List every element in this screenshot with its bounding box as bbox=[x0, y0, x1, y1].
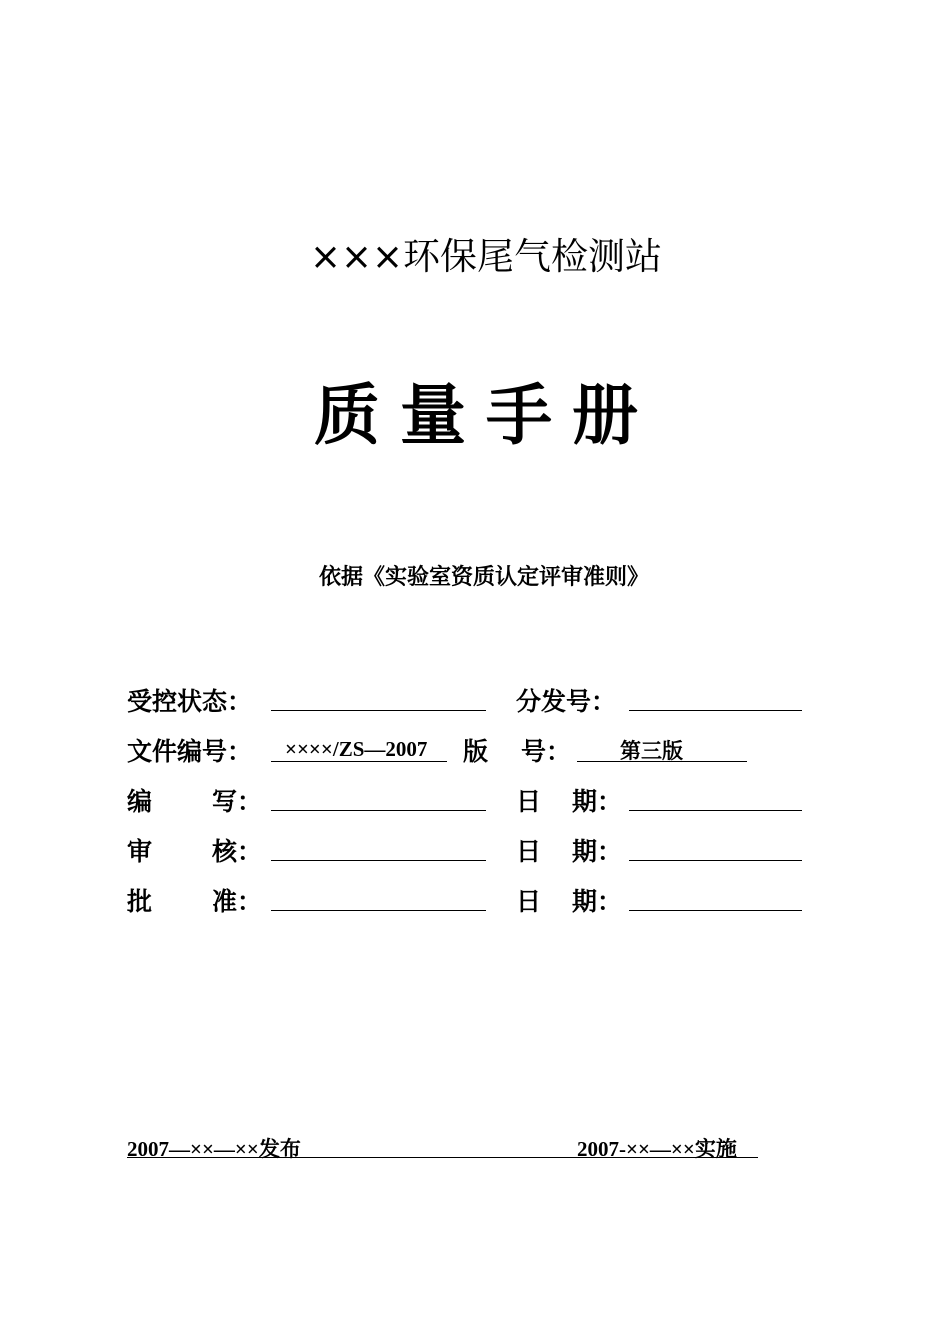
footer-rule bbox=[127, 1157, 758, 1158]
effective-date bbox=[577, 1133, 737, 1163]
publish-date bbox=[127, 1133, 301, 1163]
approver-label-a: 批 bbox=[127, 887, 153, 916]
author-date-field[interactable] bbox=[629, 810, 802, 811]
approver-label-b: 准： bbox=[212, 887, 263, 916]
version-value: 第三版 bbox=[620, 739, 683, 763]
version-label-a: 版 bbox=[463, 737, 489, 766]
publish-date-value: 2007—××—×× bbox=[127, 1137, 259, 1161]
control-status-field[interactable] bbox=[271, 710, 486, 711]
effective-date-value: 2007-××—×× bbox=[577, 1137, 695, 1161]
approver-date-field[interactable] bbox=[629, 910, 802, 911]
organization-title: ×××环保尾气检测站 bbox=[309, 235, 662, 278]
date-label-a: 日 bbox=[516, 787, 542, 816]
document-number-field[interactable] bbox=[271, 761, 447, 762]
author-label-b: 写： bbox=[212, 787, 263, 816]
distribution-number-field[interactable] bbox=[629, 710, 802, 711]
date-label-b: 期： bbox=[572, 887, 623, 916]
effective-label: 实施 bbox=[694, 1137, 737, 1161]
date-label-a: 日 bbox=[516, 887, 542, 916]
reviewer-label-a: 审 bbox=[127, 837, 153, 866]
reviewer-field[interactable] bbox=[271, 860, 486, 861]
version-label-b: 号： bbox=[521, 737, 572, 766]
author-field[interactable] bbox=[271, 810, 486, 811]
reviewer-date-field[interactable] bbox=[629, 860, 802, 861]
control-status-label: 受控状态： bbox=[127, 687, 253, 716]
reviewer-label-b: 核： bbox=[212, 837, 263, 866]
version-field[interactable] bbox=[577, 761, 747, 762]
date-label-b: 期： bbox=[572, 787, 623, 816]
author-label-a: 编 bbox=[127, 787, 153, 816]
approver-field[interactable] bbox=[271, 910, 486, 911]
date-label-b: 期： bbox=[572, 837, 623, 866]
document-title: 质量手册 bbox=[314, 377, 658, 454]
document-number-value: ××××/ZS—2007 bbox=[285, 737, 428, 761]
document-number-label: 文件编号： bbox=[127, 737, 253, 766]
publish-label: 发布 bbox=[258, 1137, 301, 1161]
date-label-a: 日 bbox=[516, 837, 542, 866]
basis-statement: 依据《实验室资质认定评审准则》 bbox=[318, 565, 649, 590]
distribution-number-label: 分发号： bbox=[516, 687, 617, 716]
